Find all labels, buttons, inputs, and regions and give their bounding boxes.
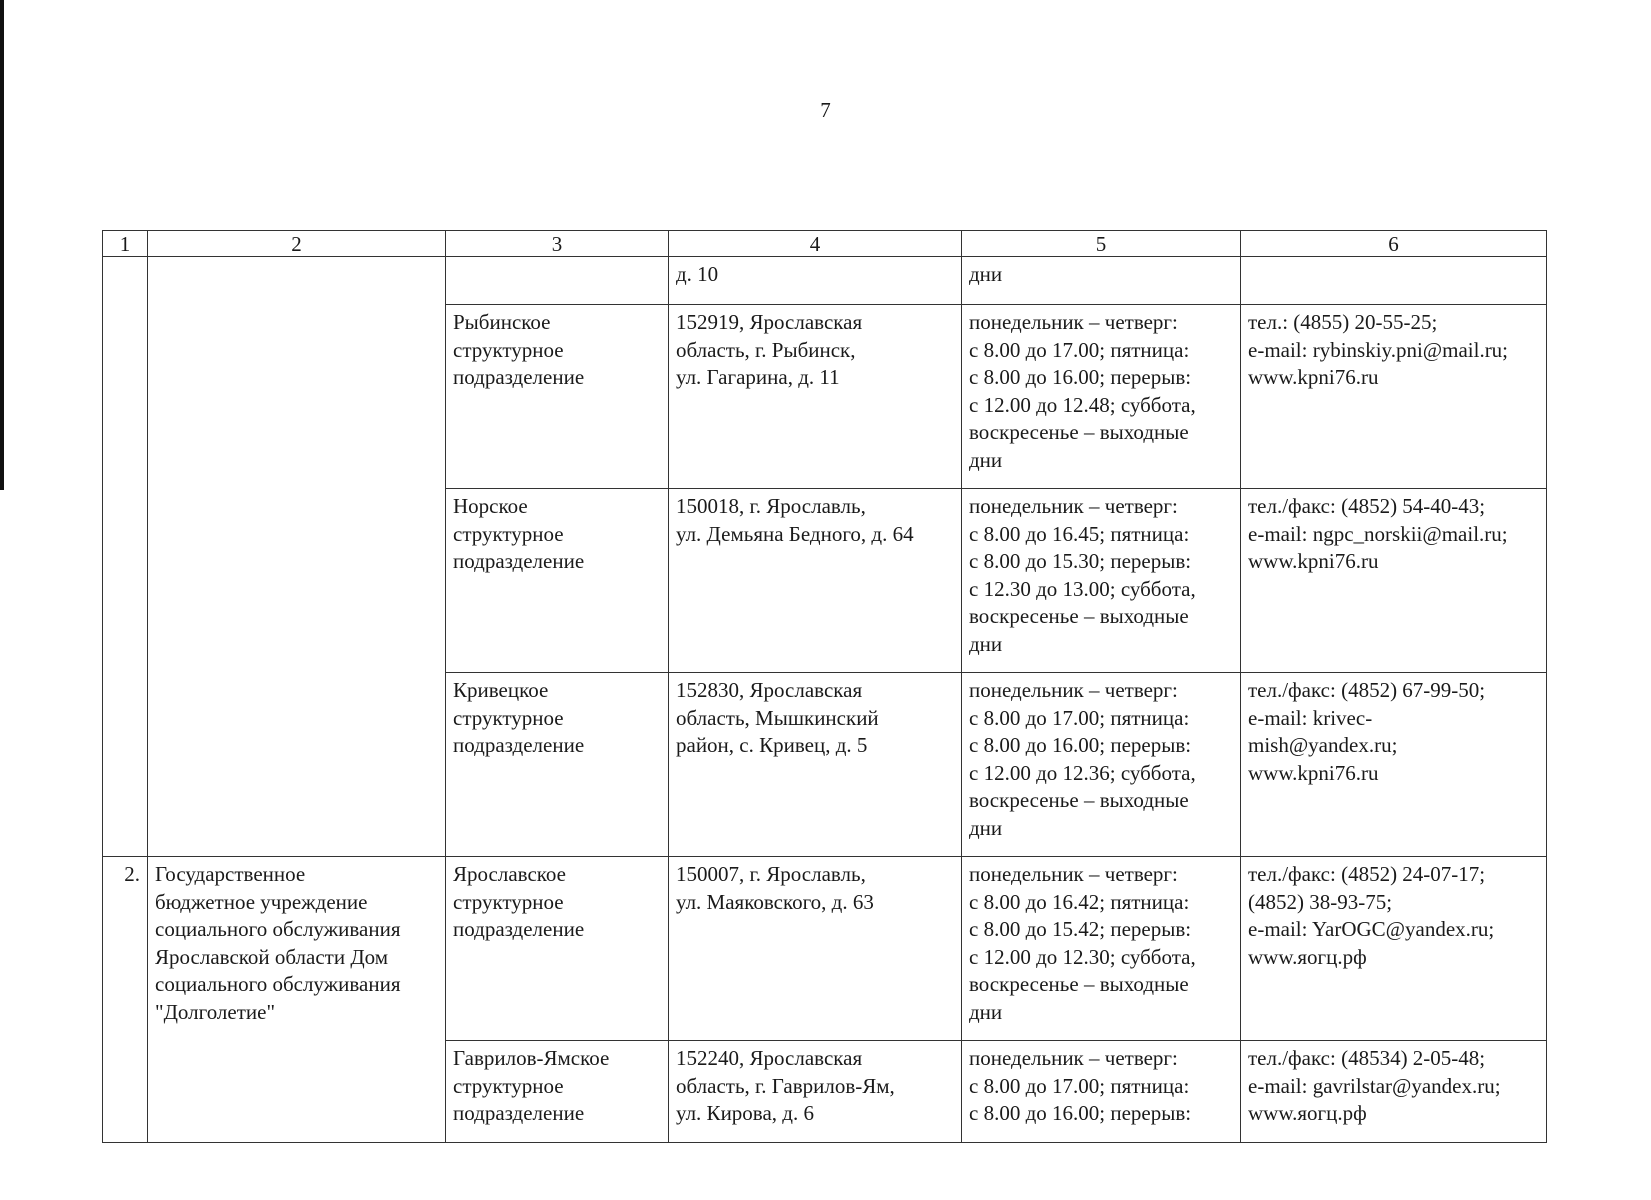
hours-cell: дни xyxy=(962,257,1241,305)
hours-cell: понедельник – четверг: с 8.00 до 17.00; пятница: с 8.00 до 16.00; перерыв: с 12.00 до 12.36; суббота, воскресенье – выходные дни xyxy=(962,673,1241,857)
table-row xyxy=(103,857,1547,1041)
address-cell: д. 10 xyxy=(669,257,962,305)
hours-cell: понедельник – четверг: с 8.00 до 17.00; пятница: с 8.00 до 16.00; перерыв: с 12.00 до 12.48; суббота, воскресенье – выходные дни xyxy=(962,305,1241,489)
address-cell: 150018, г. Ярославль, ул. Демьяна Бедного, д. 64 xyxy=(669,489,962,673)
page-number: 7 xyxy=(820,98,831,122)
hours-cell: понедельник – четверг: с 8.00 до 17.00; пятница: с 8.00 до 16.00; перерыв: xyxy=(962,1041,1241,1143)
header-cell-2: 2 xyxy=(148,231,446,257)
header-cell-6: 6 xyxy=(1241,231,1547,257)
hours-cell: понедельник – четверг: с 8.00 до 16.45; пятница: с 8.00 до 15.30; перерыв: с 12.30 до 13.00; суббота, воскресенье – выходные дни xyxy=(962,489,1241,673)
contacts-cell xyxy=(1241,257,1547,305)
unit-cell: Рыбинское структурное подразделение xyxy=(446,305,669,489)
hours-cell: понедельник – четверг: с 8.00 до 16.42; пятница: с 8.00 до 15.42; перерыв: с 12.00 до 12.30; суббота, воскресенье – выходные дни xyxy=(962,857,1241,1041)
contacts-cell: тел./факс: (4852) 54-40-43; e-mail: ngpc_norskii@mail.ru; www.kpni76.ru xyxy=(1241,489,1547,673)
institution-name: Государственное бюджетное учреждение социального обслуживания Ярославской области Дом социального обслуживания "Долголетие" xyxy=(148,857,446,1143)
address-cell: 150007, г. Ярославль, ул. Маяковского, д. 63 xyxy=(669,857,962,1041)
header-cell-5: 5 xyxy=(962,231,1241,257)
unit-cell: Кривецкое структурное подразделение xyxy=(446,673,669,857)
address-cell: 152919, Ярославская область, г. Рыбинск, ул. Гагарина, д. 11 xyxy=(669,305,962,489)
unit-cell xyxy=(446,257,669,305)
table-row xyxy=(103,257,1547,305)
scan-edge-mark xyxy=(0,0,4,490)
header-cell-1: 1 xyxy=(103,231,148,257)
unit-cell: Гаврилов-Ямское структурное подразделение xyxy=(446,1041,669,1143)
institutions-table xyxy=(102,230,1547,1143)
header-cell-4: 4 xyxy=(669,231,962,257)
header-cell-3: 3 xyxy=(446,231,669,257)
unit-cell: Норское структурное подразделение xyxy=(446,489,669,673)
contacts-cell: тел./факс: (4852) 24-07-17; (4852) 38-93-75; e-mail: YarOGC@yandex.ru; www.яогц.рф xyxy=(1241,857,1547,1041)
unit-cell: Ярославское структурное подразделение xyxy=(446,857,669,1041)
table-header-row xyxy=(103,231,1547,257)
contacts-cell: тел.: (4855) 20-55-25; e-mail: rybinskiy.pni@mail.ru; www.kpni76.ru xyxy=(1241,305,1547,489)
number-cell-empty xyxy=(103,257,148,857)
contacts-cell: тел./факс: (48534) 2-05-48; e-mail: gavrilstar@yandex.ru; www.яогц.рф xyxy=(1241,1041,1547,1143)
institution-cell-empty xyxy=(148,257,446,857)
address-cell: 152240, Ярославская область, г. Гаврилов-Ям, ул. Кирова, д. 6 xyxy=(669,1041,962,1143)
contacts-cell: тел./факс: (4852) 67-99-50; e-mail: krivec- mish@yandex.ru; www.kpni76.ru xyxy=(1241,673,1547,857)
address-cell: 152830, Ярославская область, Мышкинский район, с. Кривец, д. 5 xyxy=(669,673,962,857)
row-number: 2. xyxy=(103,857,148,1143)
